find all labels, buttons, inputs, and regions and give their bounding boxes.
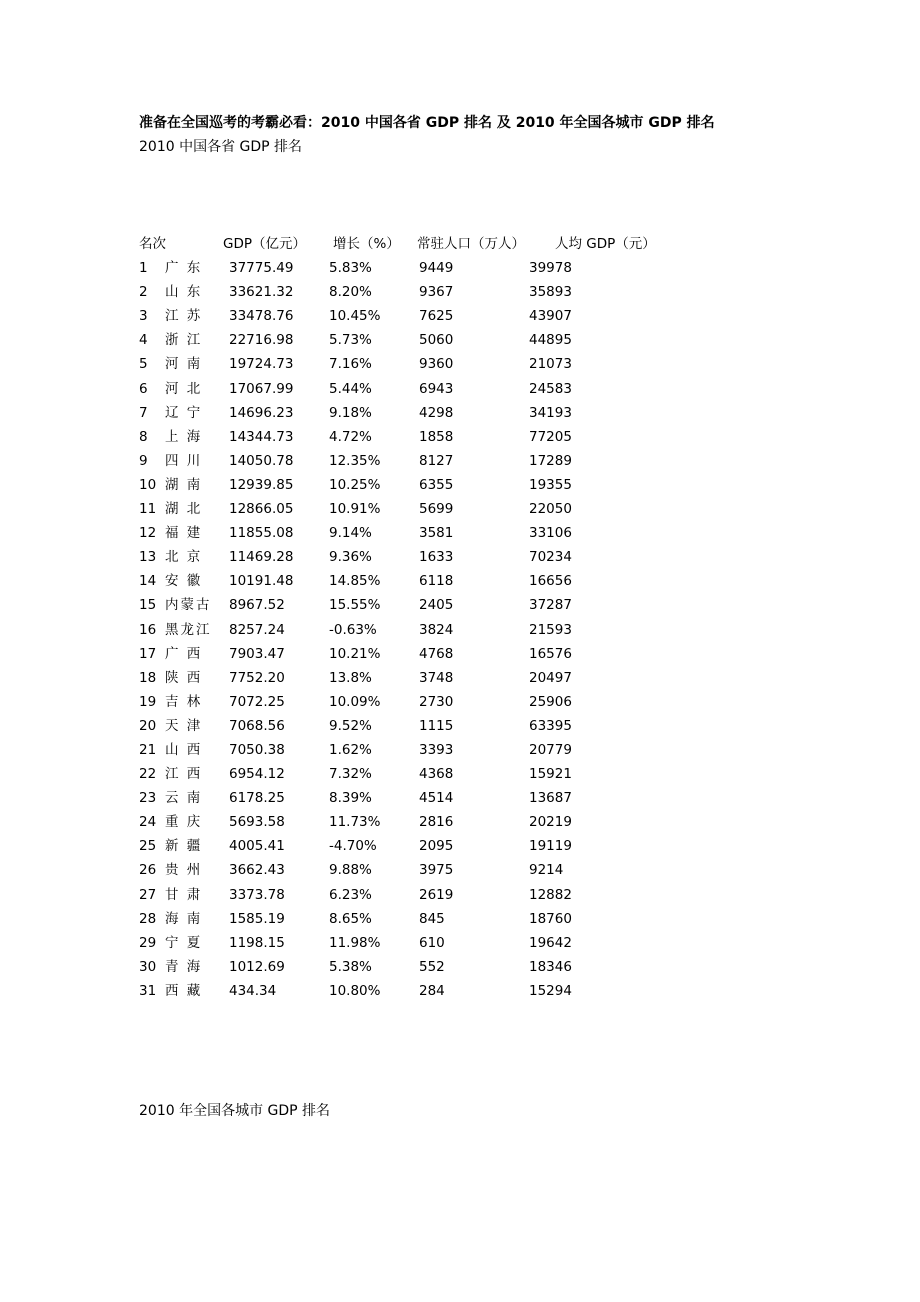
cell-province: 重 庆 <box>165 814 203 831</box>
cell-per-capita: 63395 <box>529 717 572 734</box>
cell-province: 青 海 <box>165 958 203 975</box>
table-row <box>139 546 759 570</box>
cell-gdp: 5693.58 <box>229 814 285 831</box>
cell-per-capita: 21593 <box>529 621 572 638</box>
cell-rank: 21 <box>139 741 157 758</box>
cell-per-capita: 18346 <box>529 958 572 975</box>
cell-growth: 11.73% <box>329 814 381 831</box>
cell-per-capita: 22050 <box>529 501 572 518</box>
cell-province: 湖 南 <box>165 476 203 493</box>
cell-population: 3748 <box>419 669 454 686</box>
cell-gdp: 434.34 <box>229 982 277 999</box>
cell-gdp: 3662.43 <box>229 862 285 879</box>
cell-province: 山 西 <box>165 741 203 758</box>
cell-gdp: 19724.73 <box>229 356 294 373</box>
table-row <box>139 835 759 859</box>
cell-growth: 10.91% <box>329 501 381 518</box>
table-row <box>139 498 759 522</box>
gdp-table <box>139 233 759 1004</box>
header-rank: 名次 <box>139 236 166 252</box>
cell-growth: 5.44% <box>329 380 372 397</box>
cell-rank: 1 <box>139 260 148 277</box>
cell-rank: 15 <box>139 597 157 614</box>
cell-per-capita: 24583 <box>529 380 572 397</box>
cell-per-capita: 39978 <box>529 260 572 277</box>
cell-population: 1633 <box>419 549 454 566</box>
cell-province: 天 津 <box>165 717 203 734</box>
table-row <box>139 763 759 787</box>
cell-gdp: 12939.85 <box>229 476 294 493</box>
cell-province: 云 南 <box>165 790 203 807</box>
cell-gdp: 10191.48 <box>229 573 294 590</box>
cell-gdp: 7072.25 <box>229 693 285 710</box>
cell-rank: 16 <box>139 621 157 638</box>
cell-gdp: 3373.78 <box>229 886 285 903</box>
cell-population: 3393 <box>419 741 454 758</box>
cell-per-capita: 20219 <box>529 814 572 831</box>
cell-growth: 15.55% <box>329 597 381 614</box>
cell-per-capita: 13687 <box>529 790 572 807</box>
cell-per-capita: 34193 <box>529 404 572 421</box>
cell-gdp: 33478.76 <box>229 308 294 325</box>
header-per-capita: 人均 GDP（元） <box>555 236 656 252</box>
cell-population: 845 <box>419 910 445 927</box>
cell-province: 广 东 <box>165 260 203 277</box>
cell-per-capita: 18760 <box>529 910 572 927</box>
cell-per-capita: 16576 <box>529 645 572 662</box>
table-row <box>139 908 759 932</box>
cell-gdp: 22716.98 <box>229 332 294 349</box>
cell-province: 浙 江 <box>165 332 203 349</box>
table-row <box>139 884 759 908</box>
cell-rank: 28 <box>139 910 157 927</box>
cell-population: 6943 <box>419 380 454 397</box>
table-row <box>139 811 759 835</box>
cell-rank: 18 <box>139 669 157 686</box>
cell-growth: 9.52% <box>329 717 372 734</box>
header-growth: 增长（%） <box>333 236 400 252</box>
cell-population: 5699 <box>419 501 454 518</box>
table-row <box>139 932 759 956</box>
cell-population: 1115 <box>419 717 454 734</box>
header-gdp: GDP（亿元） <box>223 236 306 252</box>
cell-growth: -0.63% <box>329 621 377 638</box>
document-title: 准备在全国巡考的考霸必看：2010 中国各省 GDP 排名 及 2010 年全国各城市 GDP 排名 <box>139 115 715 131</box>
cell-growth: 9.18% <box>329 404 372 421</box>
cell-province: 湖 北 <box>165 501 203 518</box>
cell-growth: 8.20% <box>329 284 372 301</box>
table-row <box>139 739 759 763</box>
table-row <box>139 980 759 1004</box>
cell-gdp: 14696.23 <box>229 404 294 421</box>
cell-rank: 22 <box>139 766 157 783</box>
table-body <box>139 257 759 1004</box>
table-row <box>139 353 759 377</box>
cell-population: 284 <box>419 982 445 999</box>
cell-growth: 10.80% <box>329 982 381 999</box>
cell-population: 3975 <box>419 862 454 879</box>
cell-growth: 13.8% <box>329 669 372 686</box>
cell-province: 北 京 <box>165 549 203 566</box>
cell-rank: 10 <box>139 476 157 493</box>
table-row <box>139 619 759 643</box>
cell-rank: 24 <box>139 814 157 831</box>
cell-growth: 9.36% <box>329 549 372 566</box>
cell-rank: 4 <box>139 332 148 349</box>
cell-per-capita: 70234 <box>529 549 572 566</box>
cell-province: 内蒙古 <box>165 597 212 614</box>
table-row <box>139 450 759 474</box>
cell-growth: 9.14% <box>329 525 372 542</box>
table-row <box>139 956 759 980</box>
cell-province: 河 南 <box>165 356 203 373</box>
table-row <box>139 787 759 811</box>
cell-growth: 10.21% <box>329 645 381 662</box>
cell-population: 2095 <box>419 838 454 855</box>
cell-per-capita: 77205 <box>529 428 572 445</box>
cell-per-capita: 19355 <box>529 476 572 493</box>
cell-gdp: 11855.08 <box>229 525 294 542</box>
cell-growth: 5.38% <box>329 958 372 975</box>
cell-gdp: 12866.05 <box>229 501 294 518</box>
table-row <box>139 691 759 715</box>
cell-gdp: 8967.52 <box>229 597 285 614</box>
cell-province: 甘 肃 <box>165 886 203 903</box>
section-heading-cities: 2010 年全国各城市 GDP 排名 <box>139 1103 331 1119</box>
cell-per-capita: 20497 <box>529 669 572 686</box>
table-row <box>139 305 759 329</box>
cell-gdp: 7068.56 <box>229 717 285 734</box>
cell-growth: 4.72% <box>329 428 372 445</box>
cell-growth: 5.73% <box>329 332 372 349</box>
table-row <box>139 378 759 402</box>
cell-per-capita: 44895 <box>529 332 572 349</box>
cell-gdp: 7903.47 <box>229 645 285 662</box>
cell-province: 四 川 <box>165 452 203 469</box>
cell-province: 江 西 <box>165 766 203 783</box>
cell-population: 7625 <box>419 308 454 325</box>
cell-growth: 11.98% <box>329 934 381 951</box>
cell-province: 陕 西 <box>165 669 203 686</box>
cell-gdp: 14344.73 <box>229 428 294 445</box>
cell-gdp: 6954.12 <box>229 766 285 783</box>
cell-province: 山 东 <box>165 284 203 301</box>
cell-growth: 10.25% <box>329 476 381 493</box>
cell-gdp: 4005.41 <box>229 838 285 855</box>
cell-growth: 7.32% <box>329 766 372 783</box>
cell-per-capita: 17289 <box>529 452 572 469</box>
table-header-row <box>139 233 759 257</box>
cell-rank: 6 <box>139 380 148 397</box>
cell-rank: 14 <box>139 573 157 590</box>
cell-province: 江 苏 <box>165 308 203 325</box>
cell-gdp: 17067.99 <box>229 380 294 397</box>
cell-per-capita: 33106 <box>529 525 572 542</box>
table-row <box>139 474 759 498</box>
cell-growth: 1.62% <box>329 741 372 758</box>
cell-rank: 3 <box>139 308 148 325</box>
cell-gdp: 6178.25 <box>229 790 285 807</box>
cell-growth: 14.85% <box>329 573 381 590</box>
cell-province: 安 徽 <box>165 573 203 590</box>
cell-growth: -4.70% <box>329 838 377 855</box>
cell-per-capita: 9214 <box>529 862 564 879</box>
cell-rank: 12 <box>139 525 157 542</box>
cell-population: 610 <box>419 934 445 951</box>
cell-growth: 5.83% <box>329 260 372 277</box>
cell-rank: 8 <box>139 428 148 445</box>
table-row <box>139 715 759 739</box>
cell-growth: 10.45% <box>329 308 381 325</box>
cell-per-capita: 12882 <box>529 886 572 903</box>
cell-gdp: 11469.28 <box>229 549 294 566</box>
cell-population: 3581 <box>419 525 454 542</box>
cell-gdp: 7050.38 <box>229 741 285 758</box>
cell-rank: 20 <box>139 717 157 734</box>
table-row <box>139 329 759 353</box>
cell-population: 4514 <box>419 790 454 807</box>
cell-per-capita: 15921 <box>529 766 572 783</box>
cell-province: 贵 州 <box>165 862 203 879</box>
cell-rank: 2 <box>139 284 148 301</box>
cell-gdp: 8257.24 <box>229 621 285 638</box>
cell-per-capita: 19642 <box>529 934 572 951</box>
table-row <box>139 643 759 667</box>
cell-gdp: 1585.19 <box>229 910 285 927</box>
cell-gdp: 1012.69 <box>229 958 285 975</box>
cell-population: 4368 <box>419 766 454 783</box>
cell-per-capita: 15294 <box>529 982 572 999</box>
table-row <box>139 402 759 426</box>
header-population: 常驻人口（万人） <box>417 236 525 252</box>
cell-population: 9449 <box>419 260 454 277</box>
cell-rank: 23 <box>139 790 157 807</box>
cell-gdp: 14050.78 <box>229 452 294 469</box>
cell-per-capita: 16656 <box>529 573 572 590</box>
cell-per-capita: 20779 <box>529 741 572 758</box>
cell-growth: 12.35% <box>329 452 381 469</box>
cell-rank: 30 <box>139 958 157 975</box>
cell-rank: 7 <box>139 404 148 421</box>
cell-growth: 7.16% <box>329 356 372 373</box>
table-row <box>139 570 759 594</box>
cell-population: 6355 <box>419 476 454 493</box>
cell-rank: 11 <box>139 501 157 518</box>
cell-growth: 8.65% <box>329 910 372 927</box>
table-row <box>139 667 759 691</box>
cell-population: 4768 <box>419 645 454 662</box>
cell-rank: 31 <box>139 982 157 999</box>
cell-province: 吉 林 <box>165 693 203 710</box>
cell-population: 8127 <box>419 452 454 469</box>
cell-per-capita: 19119 <box>529 838 572 855</box>
cell-rank: 27 <box>139 886 157 903</box>
cell-gdp: 33621.32 <box>229 284 294 301</box>
cell-population: 6118 <box>419 573 454 590</box>
cell-rank: 19 <box>139 693 157 710</box>
cell-rank: 13 <box>139 549 157 566</box>
cell-rank: 26 <box>139 862 157 879</box>
table-row <box>139 281 759 305</box>
cell-province: 黑龙江 <box>165 621 212 638</box>
cell-rank: 17 <box>139 645 157 662</box>
cell-province: 宁 夏 <box>165 934 203 951</box>
cell-population: 3824 <box>419 621 454 638</box>
cell-growth: 6.23% <box>329 886 372 903</box>
table-row <box>139 522 759 546</box>
cell-province: 辽 宁 <box>165 404 203 421</box>
cell-growth: 9.88% <box>329 862 372 879</box>
cell-population: 2816 <box>419 814 454 831</box>
section-heading-provinces: 2010 中国各省 GDP 排名 <box>139 139 303 155</box>
cell-rank: 29 <box>139 934 157 951</box>
table-row <box>139 594 759 618</box>
cell-gdp: 37775.49 <box>229 260 294 277</box>
cell-growth: 8.39% <box>329 790 372 807</box>
cell-population: 9367 <box>419 284 454 301</box>
table-row <box>139 257 759 281</box>
cell-gdp: 1198.15 <box>229 934 285 951</box>
cell-province: 广 西 <box>165 645 203 662</box>
cell-per-capita: 35893 <box>529 284 572 301</box>
cell-population: 2619 <box>419 886 454 903</box>
cell-rank: 9 <box>139 452 148 469</box>
cell-population: 5060 <box>419 332 454 349</box>
cell-population: 1858 <box>419 428 454 445</box>
cell-province: 福 建 <box>165 525 203 542</box>
table-row <box>139 426 759 450</box>
cell-per-capita: 21073 <box>529 356 572 373</box>
cell-population: 4298 <box>419 404 454 421</box>
cell-population: 2730 <box>419 693 454 710</box>
table-row <box>139 859 759 883</box>
cell-province: 海 南 <box>165 910 203 927</box>
cell-province: 河 北 <box>165 380 203 397</box>
cell-growth: 10.09% <box>329 693 381 710</box>
cell-per-capita: 37287 <box>529 597 572 614</box>
cell-population: 9360 <box>419 356 454 373</box>
cell-province: 西 藏 <box>165 982 203 999</box>
cell-gdp: 7752.20 <box>229 669 285 686</box>
cell-province: 上 海 <box>165 428 203 445</box>
cell-population: 552 <box>419 958 445 975</box>
cell-rank: 25 <box>139 838 157 855</box>
cell-population: 2405 <box>419 597 454 614</box>
cell-per-capita: 25906 <box>529 693 572 710</box>
cell-per-capita: 43907 <box>529 308 572 325</box>
cell-rank: 5 <box>139 356 148 373</box>
cell-province: 新 疆 <box>165 838 203 855</box>
